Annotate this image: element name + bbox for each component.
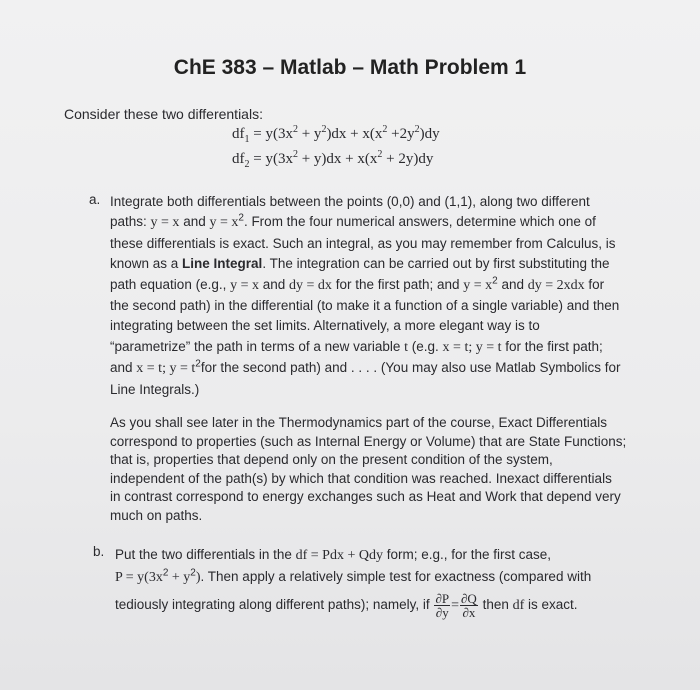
math-run: t <box>404 339 409 355</box>
math-run: df = Pdx + Qdy <box>295 548 383 563</box>
eq2-exp: 2 <box>377 149 383 160</box>
math-run: ) <box>195 570 201 585</box>
eq2-exp: 2 <box>292 149 298 160</box>
text-run: “parametrize” the path in terms of a new variable <box>110 338 405 354</box>
eq2-lhs: df <box>232 151 245 167</box>
text-run: for <box>584 276 605 292</box>
text-run: path equation (e.g., <box>110 276 231 292</box>
item-b-marker: b. <box>93 544 105 559</box>
math-exp: 2 <box>195 358 201 370</box>
page-title: ChE 383 – Matlab – Math Problem 1 <box>173 56 527 79</box>
math-run: y = x <box>230 277 259 293</box>
item-b-text <box>115 544 635 619</box>
eq1-exp: 2 <box>292 124 298 135</box>
item-a-line <box>110 358 640 379</box>
math-run: x = t; y = t <box>136 361 196 377</box>
text-run: and <box>497 276 528 292</box>
math-run: P = y(3x <box>115 570 163 585</box>
eq1-part: )dy <box>419 126 440 142</box>
para-line: in contrast correspond to energy exchanges such as Heat and Work that depend very <box>110 489 621 505</box>
text-run: . From the four numerical answers, determine which one of <box>243 214 596 230</box>
math-run: df <box>512 598 525 614</box>
item-b-line <box>115 592 635 619</box>
exact-differentials-paragraph <box>110 414 640 526</box>
item-a-text <box>110 192 640 400</box>
math-run: y = x <box>150 215 180 231</box>
item-a-line: Line Integrals.) <box>110 381 200 397</box>
math-run: dy = dx <box>289 277 332 293</box>
item-a-line <box>110 337 640 358</box>
text-run: Put the two differentials in the <box>115 547 296 562</box>
eq1-lhs: df <box>232 126 245 142</box>
fraction-dp-dy <box>434 592 450 619</box>
text-run: is exact. <box>524 597 578 613</box>
eq1-part: = y(3x <box>249 126 293 142</box>
text-run: known as a <box>110 256 183 272</box>
intro-text: Consider these two differentials: <box>64 106 263 122</box>
item-a-line: integrating between the set limits. Alternatively, a more elegant way is to <box>110 318 540 334</box>
frac-den: ∂y <box>435 605 449 620</box>
item-b-line <box>115 544 635 566</box>
item-a-line <box>110 254 640 274</box>
math-run: + y <box>168 570 191 585</box>
para-line: that is, properties that depend only on the present condition of the system, <box>110 452 553 468</box>
eq1-exp: 2 <box>414 124 420 135</box>
text-run: and <box>179 214 210 230</box>
equals-sign: = <box>451 598 459 614</box>
text-run: for the first path; and <box>331 276 464 292</box>
para-line: much on paths. <box>110 507 203 523</box>
eq2-part: + y)dx + x(x <box>297 151 378 167</box>
text-run: then <box>478 597 513 613</box>
bold-term: Line Integral <box>182 256 263 272</box>
math-run: y = x <box>209 215 239 231</box>
eq1-part: +2y <box>387 126 415 142</box>
math-exp: 2 <box>190 567 196 579</box>
eq2-part: = y(3x <box>249 151 293 167</box>
text-run: . The integration can be carried out by first substituting the <box>262 256 610 272</box>
item-b-line <box>115 566 635 588</box>
item-a-marker: a. <box>89 192 101 207</box>
equation-df1 <box>232 126 440 143</box>
para-line: As you shall see later in the Thermodynamics part of the course, Exact Differentials <box>110 415 607 430</box>
eq1-part: + y <box>297 126 322 142</box>
para-line: correspond to properties (such as Internal Energy or Volume) that are State Functions; <box>110 433 627 449</box>
frac-num: ∂Q <box>461 591 477 606</box>
math-exp: 2 <box>238 212 244 224</box>
frac-den: ∂x <box>462 605 476 620</box>
text-run: form; e.g., for the first case, <box>382 547 552 562</box>
eq2-sub: 2 <box>244 159 250 170</box>
text-run: and <box>110 360 137 376</box>
math-run: y = x <box>463 277 493 293</box>
text-run: paths: <box>110 214 151 230</box>
text-run: for the first path; <box>501 338 603 354</box>
item-a-line: these differentials is exact. Such an integral, as you may remember from Calculus, is <box>110 235 616 251</box>
para-line: independent of the path(s) by which that condition was reached. Inexact differentials <box>110 470 612 486</box>
item-a-line <box>110 275 640 296</box>
math-run: x = t; y = t <box>442 339 502 355</box>
text-run: for the second path) and . . . . (You may also use Matlab Symbolics for <box>200 360 621 376</box>
eq1-sub: 1 <box>244 134 250 145</box>
eq2-part: + 2y)dy <box>382 151 434 167</box>
math-exp: 2 <box>492 275 498 287</box>
item-a-line: Integrate both differentials between the points (0,0) and (1,1), along two different <box>110 194 590 209</box>
fraction-dq-dx <box>460 592 478 619</box>
math-exp: 2 <box>162 567 169 579</box>
item-a-line: the second path) in the differential (to make it a function of a single variable) and then <box>110 298 620 314</box>
eq1-exp: 2 <box>382 124 388 135</box>
frac-num: ∂P <box>435 591 450 606</box>
math-run: dy = 2xdx <box>527 277 585 293</box>
eq1-part: )dx + x(x <box>326 126 383 142</box>
text-run: . Then apply a relatively simple test for exactness (compared with <box>200 569 592 584</box>
item-a-line <box>110 212 640 233</box>
text-run: (e.g. <box>408 338 443 354</box>
equation-df2 <box>232 151 433 168</box>
text-run: tediously integrating along different paths); namely, if <box>115 597 434 613</box>
eq1-exp: 2 <box>321 124 327 135</box>
text-run: and <box>259 276 290 292</box>
